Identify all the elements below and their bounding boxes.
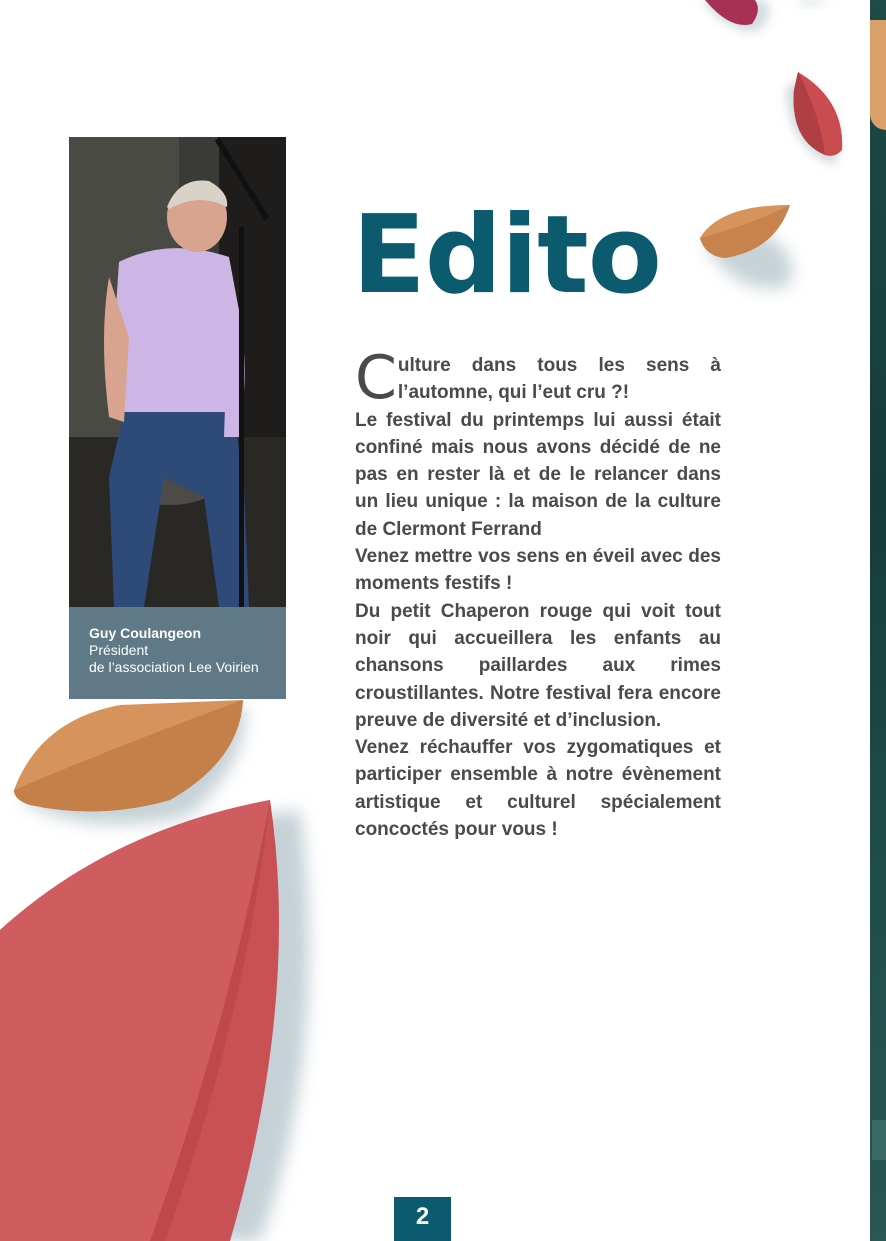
paragraph-1 — [355, 343, 721, 413]
president-photo-illustration — [69, 137, 286, 607]
paragraph-1-text: ulture dans tous les sens à l’automne, qui l’eut cru ?! — [397, 355, 721, 404]
leaf-right-red — [786, 72, 842, 165]
drop-cap: C — [355, 343, 397, 413]
caption-name: Guy Coulangeon — [89, 625, 201, 641]
leaf-top-magenta — [700, 0, 828, 31]
paragraph-2: Le festival du printemps lui aussi était confiné mais nous avons décidé de ne pas en rester là et de le relancer dans un lieu unique : la maison de la culture de Clermont Ferrand — [355, 409, 721, 540]
right-edge-strip — [870, 0, 886, 1241]
leaf-orange-left — [14, 700, 245, 825]
paragraph-3: Venez mettre vos sens en éveil avec des moments festifs ! — [355, 546, 721, 595]
photo-caption — [69, 607, 286, 699]
caption-role: Président — [89, 642, 149, 658]
leaf-orange-title — [700, 205, 792, 288]
leaf-large-red — [0, 800, 309, 1241]
caption-organization: de l’association Lee Voirien — [89, 659, 259, 675]
page-number: 2 — [394, 1197, 451, 1241]
paragraph-5: Venez réchauffer vos zygomatiques et participer ensemble à notre évènement artistique et culturel spécialement concoctés pour vous ! — [355, 737, 721, 841]
edito-body — [355, 343, 721, 843]
edge-leaf-decoration — [870, 20, 886, 130]
paragraph-4: Du petit Chaperon rouge qui voit tout noir qui accueillera les enfants au chansons paillardes aux rimes croustillantes. Notre festival fera encore preuve de diversité et d’inclusion. — [355, 600, 721, 731]
page-title: Edito — [352, 193, 661, 318]
president-photo — [69, 137, 286, 607]
edge-leaf-decoration-bottom — [872, 1120, 886, 1160]
